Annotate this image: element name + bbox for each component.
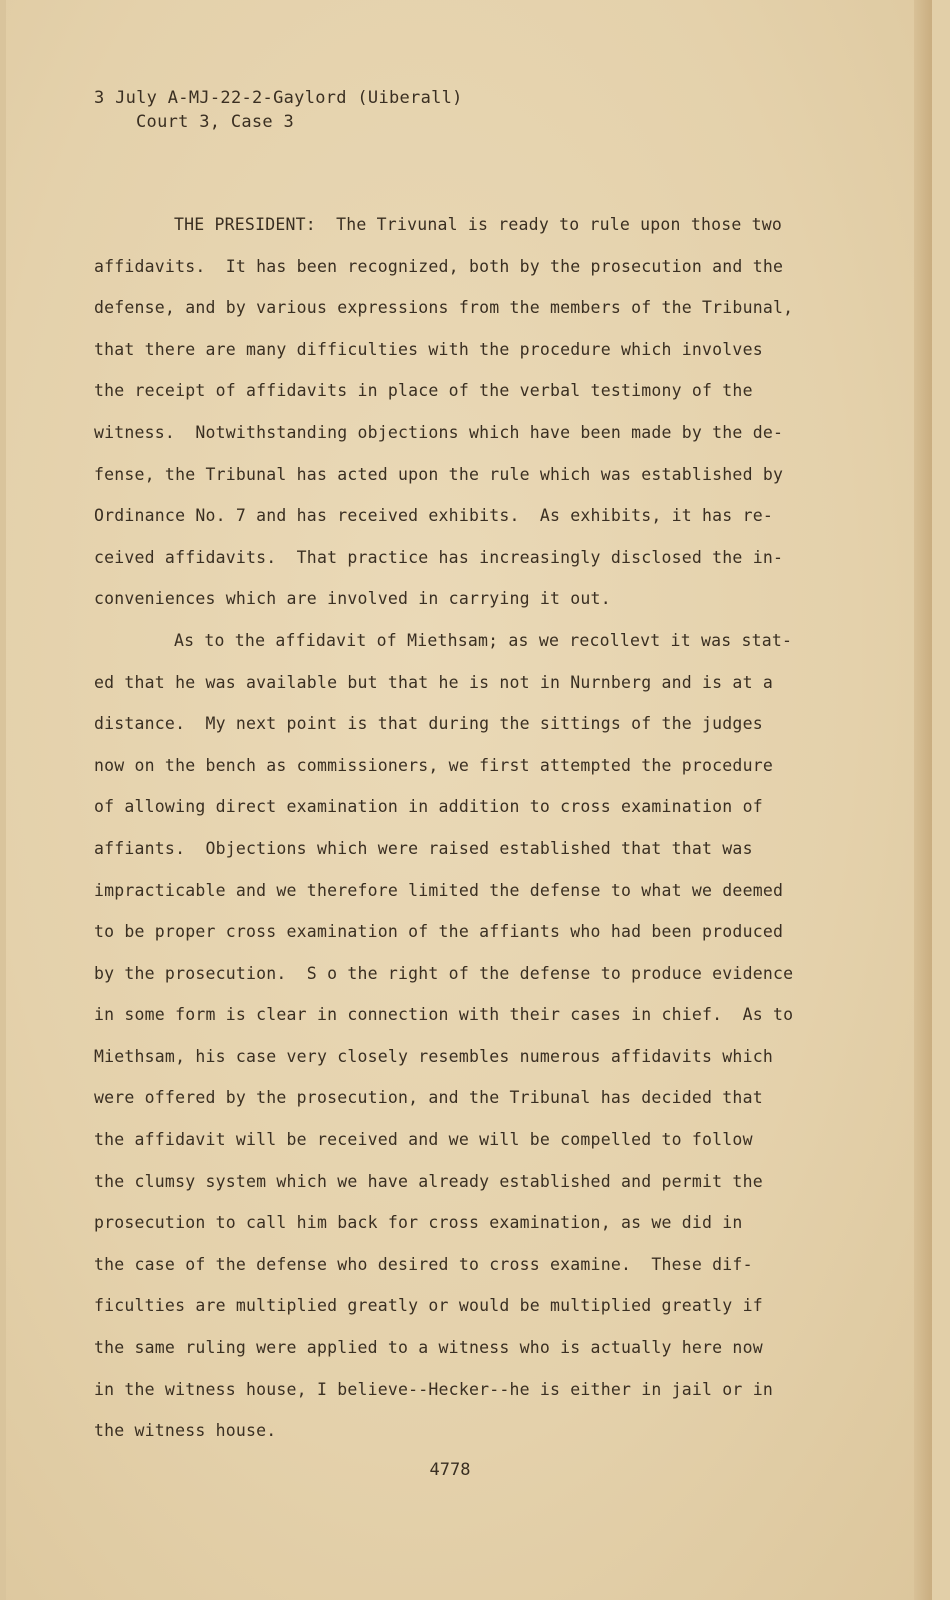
- transcript-line: to be proper cross examination of the affiants who had been produced: [94, 922, 784, 942]
- transcript-line: were offered by the prosecution, and the Tribunal has decided that: [94, 1088, 763, 1108]
- transcript-body: [94, 204, 804, 1452]
- document-header: [94, 86, 463, 134]
- transcript-line: fense, the Tribunal has acted upon the rule which was established by: [94, 464, 784, 484]
- transcript-line: affiants. Objections which were raised established that that was: [94, 838, 753, 858]
- transcript-line: impracticable and we therefore limited the defense to what we deemed: [94, 880, 784, 900]
- transcript-line: in the witness house, I believe--Hecker--he is either in jail or in: [94, 1379, 773, 1399]
- page-number: 4778: [429, 1460, 471, 1480]
- transcript-line: THE PRESIDENT: The Trivunal is ready to rule upon those two: [174, 215, 783, 234]
- transcript-line: the affidavit will be received and we will be compelled to follow: [94, 1130, 753, 1150]
- page-left-edge: [0, 0, 6, 1600]
- transcript-line: As to the affidavit of Miethsam; as we recollevt it was stat-: [174, 630, 793, 650]
- transcript-line: Ordinance No. 7 and has received exhibits. As exhibits, it has re-: [94, 506, 773, 526]
- transcript-line: defense, and by various expressions from the members of the Tribunal,: [94, 298, 794, 318]
- transcript-line: prosecution to call him back for cross examination, as we did in: [94, 1213, 743, 1233]
- header-court-case: Court 3, Case 3: [136, 112, 295, 132]
- transcript-line: now on the bench as commissioners, we first attempted the procedure: [94, 755, 773, 775]
- transcript-line: ceived affidavits. That practice has increasingly disclosed the in-: [94, 547, 784, 567]
- page-right-edge: [914, 0, 932, 1600]
- transcript-line: the case of the defense who desired to cross examine. These dif-: [94, 1254, 753, 1274]
- transcript-line: the same ruling were applied to a witness who is actually here now: [94, 1338, 763, 1358]
- transcript-line: by the prosecution. S o the right of the defense to produce evidence: [94, 963, 794, 983]
- transcript-line: of allowing direct examination in addition to cross examination of: [94, 797, 763, 817]
- transcript-line: affidavits. It has been recognized, both by the prosecution and the: [94, 256, 784, 276]
- transcript-line: ed that he was available but that he is not in Nurnberg and is at a: [94, 672, 773, 692]
- transcript-line: witness. Notwithstanding objections which have been made by the de-: [94, 422, 784, 442]
- transcript-line: that there are many difficulties with the procedure which involves: [94, 339, 763, 359]
- transcript-line: the clumsy system which we have already established and permit the: [94, 1171, 763, 1191]
- header-date-reference: 3 July A-MJ-22-2-Gaylord (Uiberall): [94, 88, 463, 108]
- transcript-line: the receipt of affidavits in place of the verbal testimony of the: [94, 381, 753, 401]
- transcript-line: the witness house.: [94, 1421, 277, 1441]
- transcript-line: distance. My next point is that during the sittings of the judges: [94, 714, 763, 734]
- transcript-line: in some form is clear in connection with their cases in chief. As to: [94, 1005, 794, 1025]
- transcript-line: conveniences which are involved in carrying it out.: [94, 589, 611, 609]
- transcript-line: Miethsam, his case very closely resembles numerous affidavits which: [94, 1046, 773, 1066]
- transcript-line: ficulties are multiplied greatly or would be multiplied greatly if: [94, 1296, 763, 1316]
